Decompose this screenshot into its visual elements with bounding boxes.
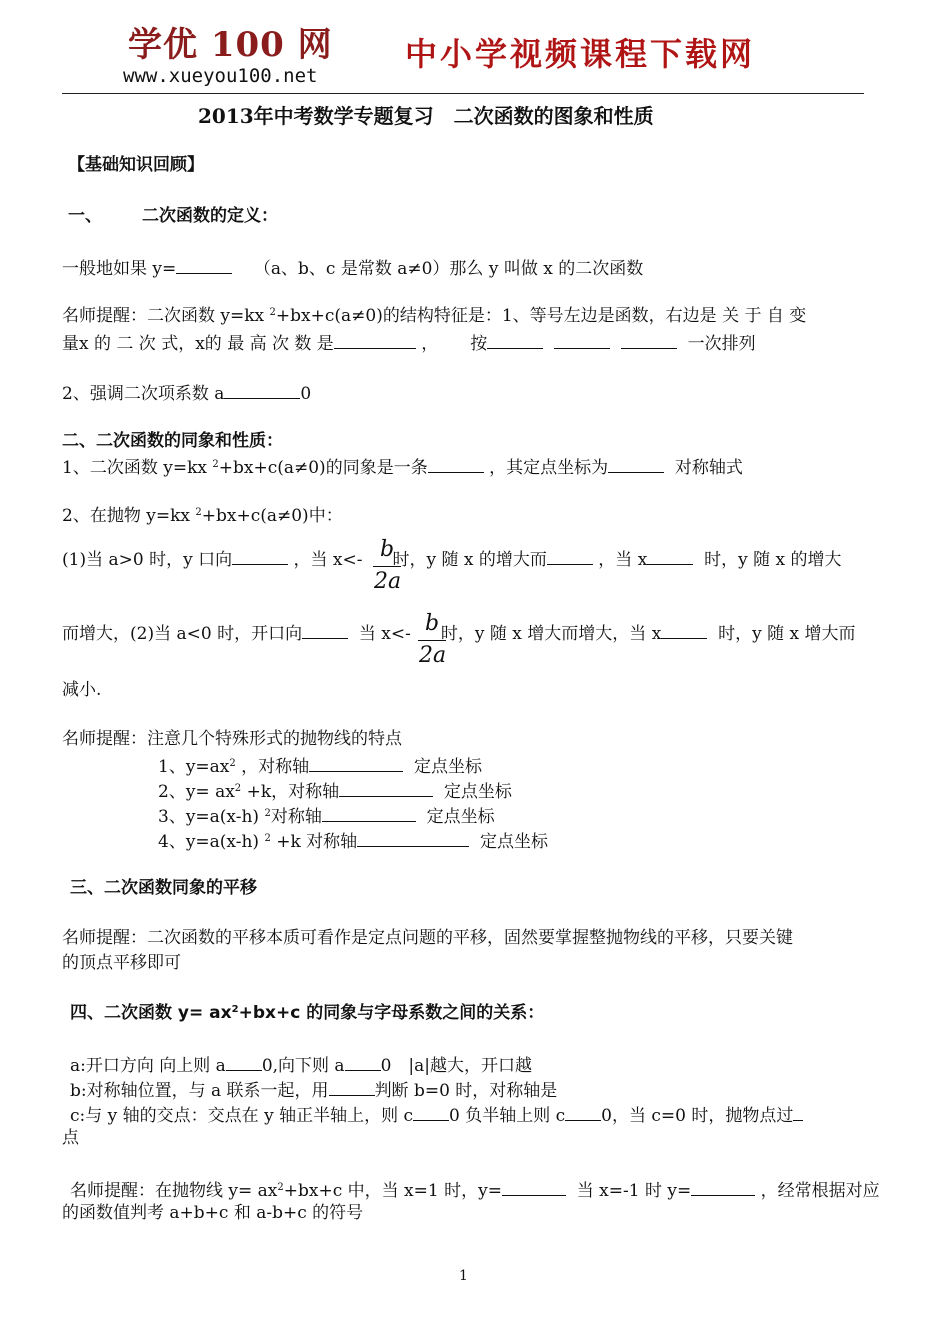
blank [661,623,707,639]
blank [428,457,484,473]
s4-a-1: a:开口方向 向上则 a [70,1056,226,1076]
s2-l2-a: 2、在抛物 y=kx [62,506,190,526]
form-1-b: ，对称轴 [241,757,310,777]
form-1-a: 1、y=ax [158,757,230,777]
page-title: 2013年中考数学专题复习 二次函数的图象和性质 [198,104,654,128]
fraction1-bar [373,566,401,567]
section3-heading: 三、二次函数同象的平移 [70,878,257,898]
s4-a-line [70,1055,532,1075]
tip1-line2-d: 一次排列 [687,334,756,354]
site-slogan: 中小学视频课程下载网 [405,35,756,73]
form-3-c: 定点坐标 [426,807,495,827]
item2-text-b: 0 [300,384,312,404]
fraction2-numerator: b [425,611,440,636]
s2-line2 [62,508,343,525]
page-number: 1 [459,1268,468,1284]
definition-text-b: （a、b、c 是常数 a≠0）那么 y 叫做 x 的二次函数 [253,259,644,279]
form-3 [158,806,495,826]
section1-num: 一、 [68,206,102,226]
s4-tip-line2: 的函数值判考 a+b+c 和 a-b+c 的符号 [62,1203,364,1223]
blank [502,1180,566,1196]
s2-p1-a: (1)当 a>0 时，y 口向 [62,550,233,570]
s4-tip-sup: 2 [277,1182,284,1193]
s2-p1 [62,549,842,569]
s2-l2-b: +bx+c(a≠0)中： [201,506,343,526]
s4-tip-a: 名师提醒：在抛物线 y= ax [70,1181,278,1201]
form-1 [158,756,482,776]
s2-l1-a: 1、二次函数 y=kx [62,458,207,478]
blank [224,383,300,399]
form-1-c: 定点坐标 [413,757,482,777]
s4-tip-b: +bx+c 中，当 x=1 时，y= [283,1181,502,1201]
form-3-b: 对称轴 [270,807,322,827]
s4-tip-line1 [70,1180,880,1200]
s4-c-line [70,1105,803,1125]
s2-p2 [62,623,856,643]
s2-l1-d: 对称轴式 [674,458,743,478]
section4-heading [70,1005,544,1022]
s2-l1-sup: 2 [212,459,219,470]
form-3-sup: 2 [264,808,271,819]
blank [554,333,610,349]
blank [339,781,433,797]
form-4-c: 定点坐标 [480,832,548,852]
form-2 [158,781,512,801]
s2-tip: 名师提醒：注意几个特殊形式的抛物线的特点 [62,729,402,749]
s2-p1-c: 时，y 随 x 的增大而 [392,550,547,570]
site-url: www.xueyou100.net [123,65,318,87]
blank [345,1055,381,1071]
tip1-line2-b: ， [421,334,439,354]
tip1-line2-a: 量x 的 二 次 式，x的 最 高 次 数 是 [62,334,334,354]
s2-p1-b: ，当 x<- [293,550,363,570]
item2-line [62,383,311,403]
fraction1-numerator: b [380,537,395,562]
s4-heading-sup: 2 [231,1004,239,1015]
tip1-sup: 2 [269,307,276,318]
tip1-text-a: 名师提醒：二次函数 y=kx [62,306,265,326]
s4-c-2: 0 负半轴上则 c [449,1106,566,1126]
form-3-a: 3、y=a(x-h) [158,807,260,827]
form-1-sup: 2 [229,758,236,769]
s4-b-2: 判断 b=0 时，对称轴是 [374,1081,558,1101]
blank [309,756,403,772]
blank [647,549,693,565]
form-2-c: 定点坐标 [443,782,512,802]
tip1-text-b: +bx+c(a≠0)的结构特征是：1、等号左边是函数，右边是 关 于 自 变 [275,306,807,326]
blank [487,333,543,349]
blank [232,549,288,565]
blank [413,1105,449,1121]
tip1-line2-c: 按 [470,334,488,354]
blank [226,1055,262,1071]
blank [302,623,348,639]
blank [691,1180,755,1196]
s2-l2-sup: 2 [195,507,202,518]
blank [176,258,232,274]
definition-text-a: 一般地如果 y= [62,259,177,279]
fraction2-denominator: 2a [419,643,447,668]
section1-title: 二次函数的定义： [142,206,278,226]
s2-p1-d: ，当 x [598,550,648,570]
blank [322,806,416,822]
s4-b-line [70,1080,557,1100]
s2-p2-c: 时，y 随 x 增大而增大，当 x [440,624,662,644]
blank [621,333,677,349]
s3-tip-line2: 的顶点平移即可 [62,953,181,973]
form-4 [158,831,548,851]
blank [334,333,416,349]
tip1-line2 [62,333,756,353]
form-4-b: +k 对称轴 [270,832,358,852]
s4-c-line2: 点 [62,1128,79,1148]
section2-heading: 二、二次函数的同象和性质： [62,431,283,451]
fraction2-bar [418,640,446,641]
s4-tip-d: ，经常根据对应 [760,1181,880,1201]
s4-a-3: 0 |a|越大，开口越 [380,1056,532,1076]
section1-heading [68,208,278,225]
s2-p2-d: 时，y 随 x 增大而 [718,624,856,644]
item2-text-a: 2、强调二次项系数 a [62,384,225,404]
review-heading: 【基础知识回顾】 [68,155,204,175]
blank [547,549,593,565]
blank [793,1105,803,1121]
site-logo: 学优 100 网 [128,25,333,65]
blank [608,457,664,473]
s2-l1-b: +bx+c(a≠0)的同象是一条 [218,458,428,478]
blank [357,831,469,847]
header-divider [62,93,864,94]
s4-b-1: b:对称轴位置，与 a 联系一起，用 [70,1081,329,1101]
definition-line [62,258,643,278]
blank [565,1105,601,1121]
s4-tip-c: 当 x=-1 时 y= [576,1181,692,1201]
s4-c-3: 0，当 c=0 时，抛物点过 [601,1106,794,1126]
blank [329,1080,375,1096]
form-4-sup: 2 [264,833,271,844]
form-2-sup: 2 [234,783,242,794]
s4-a-2: 0,向下则 a [261,1056,345,1076]
s4-c-1: c:与 y 轴的交点：交点在 y 轴正半轴上，则 c [70,1106,413,1126]
s2-p2-b: 当 x<- [358,624,411,644]
s2-p1-e: 时，y 随 x 的增大 [704,550,842,570]
tip1-line1 [62,308,806,325]
s4-heading-b: +bx+c 的同象与字母系数之间的关系： [238,1003,545,1023]
s4-heading-a: 四、二次函数 y= ax [70,1003,232,1023]
fraction1-denominator: 2a [374,569,402,594]
s2-p2-a: 而增大，(2)当 a<0 时，开口向 [62,624,303,644]
s2-p3: 减小. [62,680,102,700]
s2-line1 [62,457,743,477]
form-2-b: +k，对称轴 [241,782,340,802]
s3-tip-line1: 名师提醒：二次函数的平移本质可看作是定点问题的平移，固然要掌握整抛物线的平移，只要关键 [62,928,793,948]
form-2-a: 2、y= ax [158,782,235,802]
s2-l1-c: ，其定点坐标为 [489,458,609,478]
form-4-a: 4、y=a(x-h) [158,832,260,852]
